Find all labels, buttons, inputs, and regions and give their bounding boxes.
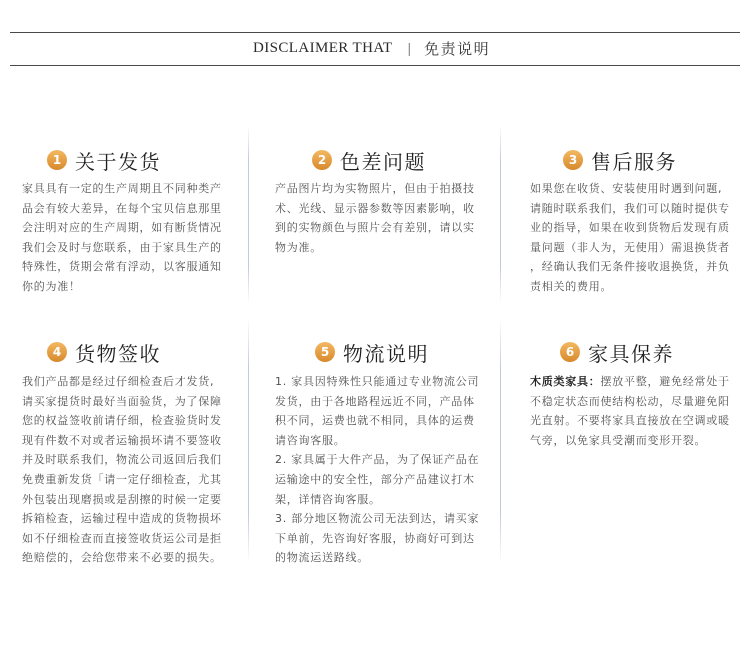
header-title-cn: 免责说明 <box>424 39 491 58</box>
column-divider <box>500 318 501 563</box>
section-title-text: 色差问题 <box>340 149 426 174</box>
section-body <box>530 372 730 450</box>
body-line: 2. 家具属于大件产品，为了保证产品在 <box>275 453 480 467</box>
section-title <box>47 341 161 366</box>
number-badge: 2 <box>312 150 332 170</box>
section-body <box>22 179 222 297</box>
body-line: 物为准。 <box>275 240 322 254</box>
section-title-text: 关于发货 <box>75 149 161 174</box>
section-title <box>563 149 677 174</box>
section-title-text: 货物签收 <box>75 341 161 366</box>
header-title-en: DISCLAIMER THAT <box>253 39 393 56</box>
body-line <box>530 372 730 392</box>
body-line: 到的实物颜色与照片会有差别，请以实 <box>275 221 475 235</box>
body-line: 会注明对应的生产周期，如有断货情况 <box>22 221 222 235</box>
body-line: 家具具有一定的生产周期且不同种类产 <box>22 182 222 195</box>
body-line: 运输途中的安全性，部分产品建议打木 <box>275 472 475 486</box>
body-line: ，经确认我们无条件接收退换货，并负 <box>530 260 730 274</box>
body-line: 外包装出现磨损或是刮擦的时候一定要 <box>22 492 222 506</box>
section-title <box>560 341 674 366</box>
body-line: 3. 部分地区物流公司无法到达，请买家 <box>275 512 480 526</box>
body-line: 请买家提货时最好当面验货，为了保障 <box>22 394 222 408</box>
header-separator: | <box>407 40 412 56</box>
body-line: 量问题（非人为，无使用）需退换货者 <box>530 240 730 254</box>
section-title-text: 售后服务 <box>591 149 677 174</box>
body-line: 产品图片均为实物照片，但由于拍摄技 <box>275 182 475 195</box>
body-line: 责相关的费用。 <box>530 279 613 293</box>
number-badge: 5 <box>315 342 335 362</box>
section-body <box>275 372 479 568</box>
body-line: 您的权益签收前请仔细，检查验货时发 <box>22 414 222 428</box>
column-divider <box>500 125 501 303</box>
body-line: 如果您在收货、安装使用时遇到问题, <box>530 182 723 195</box>
body-line: 你的为准！ <box>22 279 81 293</box>
section-body <box>275 179 475 257</box>
body-line: 术、光线、显示器参数等因素影响，收 <box>275 201 475 215</box>
body-line: 气旁，以免家具受潮而变形开裂。 <box>530 433 707 447</box>
body-line: 绝赔偿的，会给您带来不必要的损失。 <box>22 551 222 565</box>
body-line: 积不同，运费也就不相同，具体的运费 <box>275 414 475 428</box>
body-line: 业的指导，如果在收到货物后发现有质 <box>530 221 730 235</box>
column-divider <box>248 125 249 303</box>
number-badge: 4 <box>47 342 67 362</box>
body-line: 不稳定状态而使结构松动，尽量避免阳 <box>530 394 730 408</box>
body-line: 下单前，先咨询好客服，协商好可到达 <box>275 531 475 545</box>
body-line: 发货，由于各地路程远近不同，产品体 <box>275 394 475 408</box>
body-line: 免费重新发货「请一定仔细检查，尤其 <box>22 472 222 486</box>
body-line: 品会有较大差异，在每个宝贝信息那里 <box>22 201 222 215</box>
body-line: 拆箱检查，运输过程中造成的货物损坏 <box>22 512 222 526</box>
section-title-text: 家具保养 <box>588 341 674 366</box>
body-line: 架，详情咨询客服。 <box>275 492 381 506</box>
body-line: 1. 家具因特殊性只能通过专业物流公司 <box>275 375 480 388</box>
header-top-rule <box>10 32 740 33</box>
body-line: 特殊性，货期会常有浮动，以客服通知 <box>22 260 222 274</box>
number-badge: 1 <box>47 150 67 170</box>
section-title <box>312 149 426 174</box>
column-divider <box>248 318 249 563</box>
header-bottom-rule <box>10 65 740 66</box>
body-line: 我们产品都是经过仔细检查后才发货, <box>22 375 215 388</box>
lead-label: 木质类家具： <box>530 375 601 388</box>
section-body <box>530 179 730 297</box>
number-badge: 3 <box>563 150 583 170</box>
body-line: 如不仔细检查而直接签收货运公司是拒 <box>22 531 222 545</box>
body-line: 现有件数不对或者运输损坏请不要签收 <box>22 433 222 447</box>
page-header <box>253 37 490 59</box>
section-body <box>22 372 222 568</box>
body-line: 的物流运送路线。 <box>275 551 369 565</box>
section-title <box>315 341 429 366</box>
section-title <box>47 149 161 174</box>
section-title-text: 物流说明 <box>343 341 429 366</box>
body-line: 请咨询客服。 <box>275 433 346 447</box>
body-line-text: 摆放平整，避免经常处于 <box>600 375 730 388</box>
body-line: 请随时联系我们，我们可以随时提供专 <box>530 201 730 215</box>
body-line: 我们会及时与您联系，由于家具生产的 <box>22 240 222 254</box>
number-badge: 6 <box>560 342 580 362</box>
body-line: 并及时联系我们，物流公司返回后我们 <box>22 453 222 467</box>
body-line: 光直射。不要将家具直接放在空调或暖 <box>530 414 730 428</box>
